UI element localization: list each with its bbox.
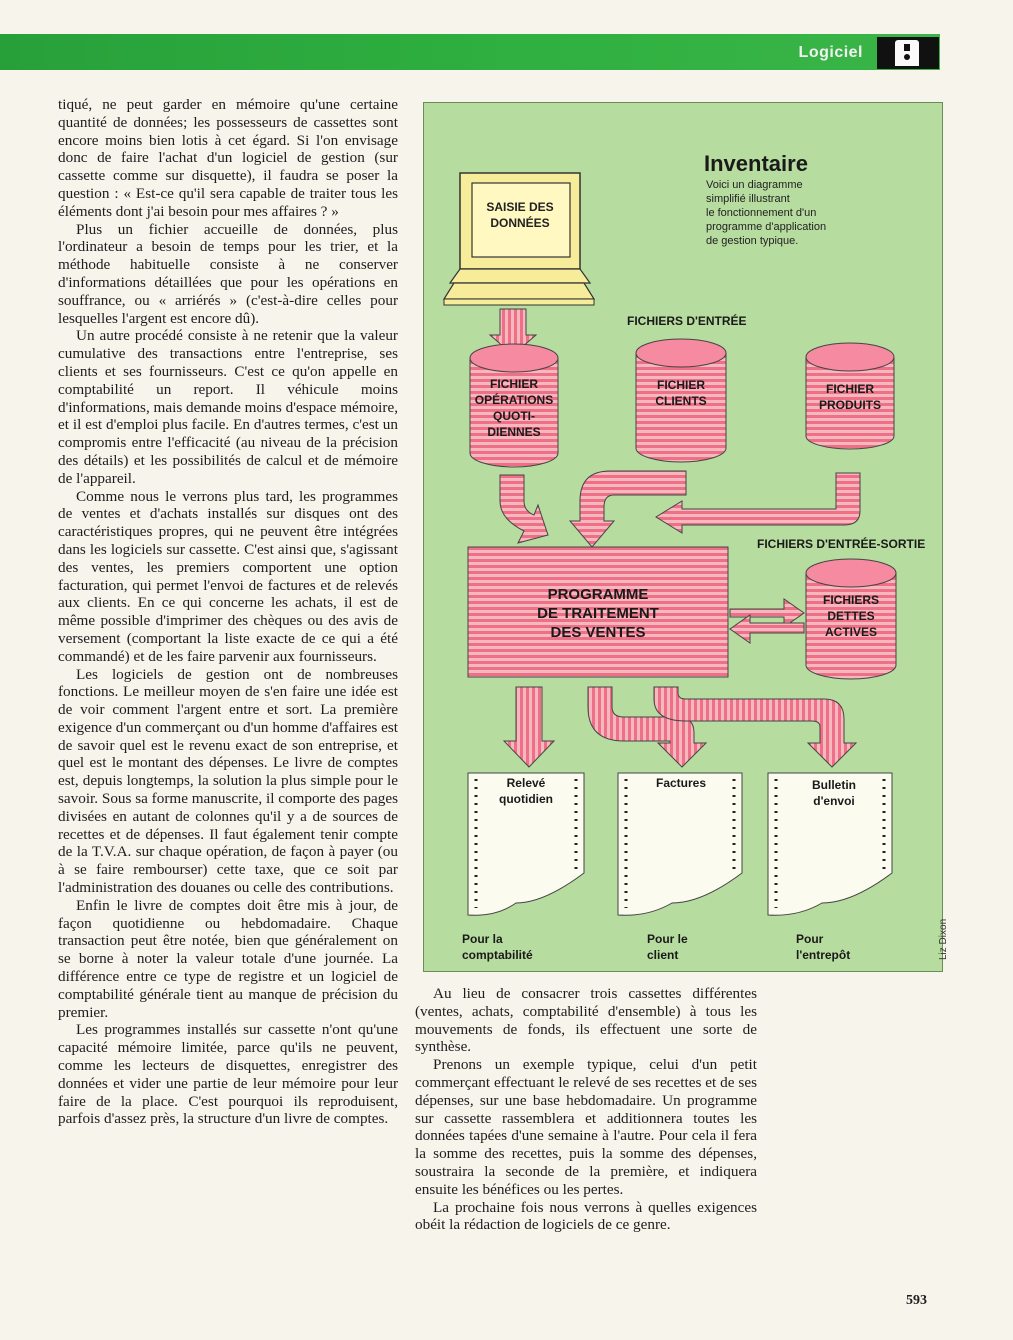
svg-text:Factures: Factures — [655, 776, 707, 790]
svg-text:programme d'application: programme d'application — [706, 221, 827, 233]
diagram-title: Inventaire — [704, 151, 808, 176]
sales-program-box — [468, 547, 728, 677]
output-document-delivery-slip — [768, 773, 892, 915]
svg-text:Relevé: Relevé — [506, 776, 546, 790]
svg-text:comptabilité: comptabilité — [462, 948, 533, 962]
svg-text:FICHIERS: FICHIERS — [822, 593, 880, 607]
paragraph: Les logiciels de gestion ont de nombreuses fonctions. Le meilleur moyen de s'en faire une idée est de voir comment l'argent entre et sort. La première exigence d'un commerçant ou d'un homme d'affaires est de savoir quel est le revenu exact de son entreprise, et quel est le montant des dépenses. Le livre de comptes est, depuis longtemps, la solution la plus simple pour le savoir. Sous sa forme manuscrite, il comporte des pages divisées en autant de colonnes qu'il y a de sources de recettes et de dépenses. Il faut également tenir compte de la T.V.A. sur chaque opération, de façon à payer (ou à se faire rembourser) cette taxe, que ce soit par l'administration des douanes ou celle des contributions. — [58, 665, 398, 897]
svg-text:PROGRAMME: PROGRAMME — [547, 586, 649, 603]
svg-text:Pour la: Pour la — [462, 932, 503, 946]
paragraph: La prochaine fois nous verrons à quelles exigences obéit la rédaction de logiciels de ce genre. — [415, 1198, 757, 1234]
io-files-label: FICHIERS D'ENTRÉE-SORTIE — [757, 537, 926, 551]
file-clients-cylinder — [636, 339, 726, 462]
paragraph: Plus un fichier accueille de données, plus l'ordinateur a besoin de temps pour les trier, et la méthode habituelle consiste à ne conserver d'informations détaillées que pour les opérations en souffrance, ou « arriérés » (c'est-à-dire celles pour lesquelles l'argent est encore dû). — [58, 220, 398, 327]
svg-text:Bulletin: Bulletin — [812, 778, 856, 792]
file-operations-cylinder — [470, 344, 558, 467]
svg-text:Pour le: Pour le — [647, 932, 688, 946]
output-document-daily-statement — [468, 773, 584, 915]
paragraph: tiqué, ne peut garder en mémoire qu'une certaine quantité de données; les possesseurs de cassettes sont encore moins bien lotis à cet égard. Si l'on envisage donc de faire l'achat d'un logiciel de gestion (sur cassette comme sur disquette), il faudra se poser la question : « Est-ce qu'il sera capable de traiter tous les éléments dont j'ai besoin pour mes affaires ? » — [58, 96, 398, 220]
svg-text:l'entrepôt: l'entrepôt — [796, 948, 851, 962]
svg-text:DONNÉES: DONNÉES — [490, 216, 550, 230]
inventory-diagram — [423, 102, 943, 972]
cassette-logo-icon — [877, 37, 939, 69]
paragraph: Comme nous le verrons plus tard, les programmes de ventes et d'achats installés sur disques ont des caractéristiques propres, qui ne peuvent être intégrées dans les logiciels sur cassette. C'est ainsi que, s'agissant des ventes, les premiers comportent une option facturation, qui permet l'envoi de factures et de relevés aux clients. En ce qui concerne les achats, il est de même possible d'imprimer des chèques ou des avis de versement (comportant la liste exacte de ce qui a été commandé) et de les faire parvenir aux fournisseurs. — [58, 487, 398, 665]
svg-text:quotidien: quotidien — [499, 792, 553, 806]
svg-text:de gestion typique.: de gestion typique. — [706, 235, 799, 247]
paragraph: Au lieu de consacrer trois cassettes différentes (ventes, achats, comptabilité d'ensemble) à tous les mouvements de fonds, ils effectuent une sorte de synthèse. — [415, 985, 757, 1056]
paragraph: Enfin le livre de comptes doit être mis à jour, de façon quotidienne ou hebdomadaire. Chaque transaction peut être notée, bien que généralement on se borne à noter la valeur totale d'une journée. La différence entre ce type de registre et un logiciel de comptabilité générale tient au manque de précision du premier. — [58, 896, 398, 1021]
output-document-invoices — [618, 773, 742, 915]
svg-text:ACTIVES: ACTIVES — [824, 625, 878, 639]
svg-text:FICHIER: FICHIER — [826, 382, 874, 396]
svg-text:SAISIE DES: SAISIE DES — [486, 200, 554, 214]
svg-text:Voici un diagramme: Voici un diagramme — [706, 179, 803, 191]
double-arrow-icon — [730, 599, 804, 643]
paragraph: Prenons un exemple typique, celui d'un petit commerçant effectuant le relevé de ses recettes et de ses dépenses, sur une base hebdomadaire. Un programme sur cassette rassemblera et additionnera toutes les données tapées d'une semaine à l'autre. Pour cela il fera la somme des recettes, puis la somme des dépenses, soustraira la seconde de la première, et indiquera ensuite les bénéfices ou les pertes. — [415, 1056, 757, 1198]
file-products-cylinder — [806, 343, 894, 449]
svg-text:DIENNES: DIENNES — [487, 425, 541, 439]
terminal-icon — [444, 173, 594, 305]
arrow-icon — [504, 687, 856, 767]
svg-text:PRODUITS: PRODUITS — [818, 398, 882, 412]
svg-text:QUOTI-: QUOTI- — [493, 409, 535, 423]
page-number: 593 — [906, 1293, 927, 1308]
paragraph: Les programmes installés sur cassette n'ont qu'une capacité mémoire limitée, parce qu'ils ne peuvent, comme les lecteurs de disquettes, enregistrer des données et vider une partie de leur mémoire pour leur faire de la place. C'est pourquoi ils reproduisent, parfois d'assez près, la structure d'un livre de comptes. — [58, 1021, 398, 1128]
svg-text:DES VENTES: DES VENTES — [550, 624, 646, 641]
arrow-icon — [500, 471, 860, 547]
svg-text:le fonctionnement d'un: le fonctionnement d'un — [706, 207, 817, 219]
svg-text:CLIENTS: CLIENTS — [655, 394, 707, 408]
svg-text:d'envoi: d'envoi — [813, 794, 855, 808]
svg-text:FICHIER: FICHIER — [657, 378, 705, 392]
file-debts-cylinder — [806, 559, 896, 679]
illustration-credit: Liz Dixon — [938, 918, 949, 960]
paragraph: Un autre procédé consiste à ne retenir que la valeur cumulative des transactions entre l'entreprise, ses clients et ses fournisseurs. C'est ce qu'on appelle en comptabilité un report. Il véhicule moins d'informations, mais demande moins d'espace mémoire, et il est d'emploi plus facile. En d'autres termes, c'est un compromis entre l'efficacité (au niveau de la précision des détails) et les possibilités de calcul et de mémoire de l'appareil. — [58, 327, 398, 487]
svg-text:FICHIER: FICHIER — [490, 377, 538, 391]
input-files-label: FICHIERS D'ENTRÉE — [627, 314, 747, 328]
left-text-column — [58, 96, 398, 1128]
section-label: Logiciel — [798, 44, 863, 61]
svg-text:DE TRAITEMENT: DE TRAITEMENT — [537, 605, 659, 622]
svg-text:OPÉRATIONS: OPÉRATIONS — [474, 393, 554, 407]
diagram-caption — [706, 179, 826, 247]
output-destinations — [462, 932, 850, 962]
right-text-column — [415, 985, 757, 1234]
svg-text:DETTES: DETTES — [827, 609, 875, 623]
svg-text:client: client — [647, 948, 679, 962]
svg-text:Pour: Pour — [796, 932, 824, 946]
svg-text:simplifié illustrant: simplifié illustrant — [706, 193, 790, 205]
